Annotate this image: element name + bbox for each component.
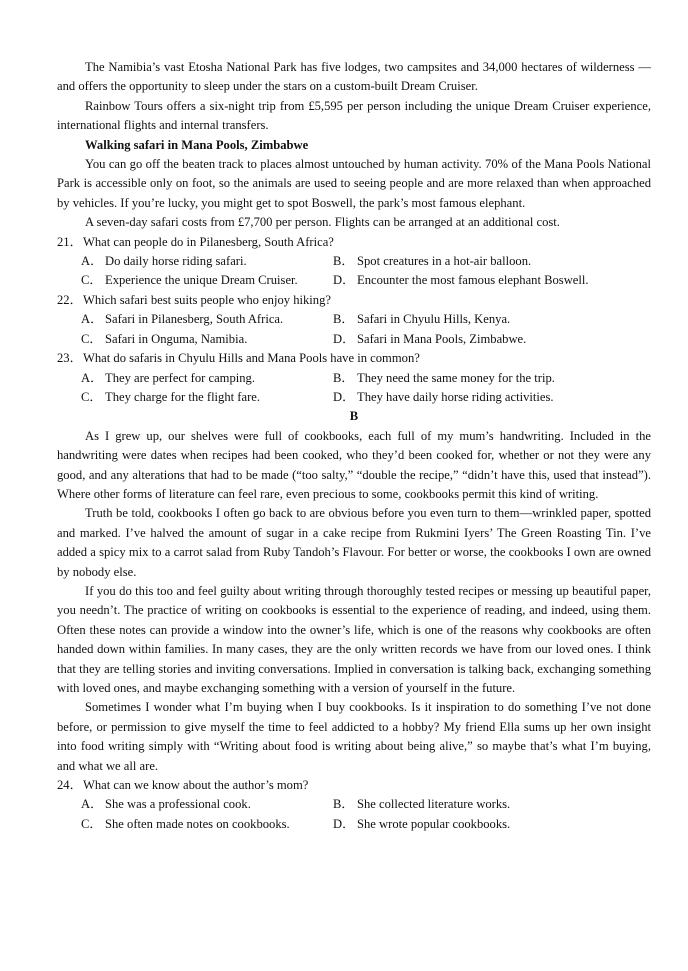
question-23-options	[57, 369, 651, 408]
option-letter: B．	[333, 370, 354, 385]
option-text: Encounter the most famous elephant Boswell.	[357, 273, 589, 288]
option-d	[333, 330, 651, 349]
option-a	[81, 252, 333, 271]
option-letter: C．	[81, 331, 102, 346]
option-letter: A．	[81, 312, 103, 327]
question-stem: What can we know about the author’s mom?	[83, 778, 309, 793]
option-letter: C．	[81, 816, 102, 831]
option-text: Spot creatures in a hot-air balloon.	[357, 254, 532, 269]
option-a	[81, 795, 333, 814]
option-letter: C．	[81, 273, 102, 288]
option-letter: D．	[333, 331, 355, 346]
option-a	[81, 369, 333, 388]
option-letter: B．	[333, 254, 354, 269]
option-letter: B．	[333, 312, 354, 327]
option-text: They have daily horse riding activities.	[357, 389, 554, 404]
option-text: Safari in Mana Pools, Zimbabwe.	[357, 331, 527, 346]
passage-b-paragraph: If you do this too and feel guilty about writing through thoroughly tested recipes or messing up beautiful paper, you needn’t. The practice of writing on cookbooks is essential to the experience of reading, and indeed, using them. Often these notes can provide a window into the owner’s life, which is one of the reasons why cookbooks are often handed down within families. In many cases, they are the only written records we have from our loved ones. I think that they are telling stories and inviting conversations. Implied in conversation is talking back, exchanging something with loved ones, and maybe exchanging something with a version of yourself in the future.	[57, 583, 651, 695]
option-letter: D．	[333, 389, 355, 404]
option-b	[333, 310, 651, 329]
question-21	[57, 233, 651, 252]
option-d	[333, 271, 651, 290]
question-stem: What do safaris in Chyulu Hills and Mana Pools have in common?	[83, 351, 420, 366]
option-letter: A．	[81, 797, 103, 812]
option-letter: D．	[333, 273, 355, 288]
question-stem: Which safari best suits people who enjoy hiking?	[83, 292, 331, 307]
section-heading: Walking safari in Mana Pools, Zimbabwe	[85, 137, 309, 152]
option-a	[81, 310, 333, 329]
question-number: 22．	[57, 292, 83, 307]
passage-b-paragraph: Sometimes I wonder what I’m buying when I buy cookbooks. Is it inspiration to do something I’ve not done before, or permission to give myself the time to feel addicted to a hobby? My friend Ella sums up her own insight into food writing simply with “Writing about food is writing about being alive,” so maybe that’s what I’m buying, and what we all are.	[57, 700, 651, 773]
passage-a-paragraph: A seven-day safari costs from £7,700 per person. Flights can be arranged at an additional cost.	[85, 215, 560, 230]
question-24-options	[57, 795, 651, 834]
passage-a-paragraph: The Namibia’s vast Etosha National Park has five lodges, two campsites and 34,000 hectares of wilderness — and offers the opportunity to sleep under the stars on a custom-built Dream Cruiser.	[57, 60, 651, 94]
option-text: Safari in Onguma, Namibia.	[105, 331, 248, 346]
option-text: They need the same money for the trip.	[357, 370, 555, 385]
exam-page	[57, 58, 651, 834]
question-number: 24．	[57, 778, 83, 793]
option-b	[333, 795, 651, 814]
option-text: Safari in Chyulu Hills, Kenya.	[357, 312, 511, 327]
option-text: She collected literature works.	[357, 797, 511, 812]
option-text: Do daily horse riding safari.	[105, 254, 247, 269]
option-c	[81, 330, 333, 349]
question-22	[57, 291, 651, 310]
option-text: They charge for the flight fare.	[105, 389, 261, 404]
option-text: She often made notes on cookbooks.	[105, 816, 290, 831]
option-b	[333, 369, 651, 388]
passage-b-paragraph: As I grew up, our shelves were full of cookbooks, each full of my mum’s handwriting. Included in the handwriting were dates when recipes had been cooked, who they’d been cooked for, whether or not they were any good, and any alterations that had to be made (“too salty,” “double the recipe,” “didn’t have this, used that instead”). Where other forms of literature can feel rare, even precious to some, cookbooks permit this kind of writing.	[57, 428, 651, 501]
question-24	[57, 776, 651, 795]
option-c	[81, 388, 333, 407]
question-stem: What can people do in Pilanesberg, South Africa?	[83, 234, 334, 249]
option-text: She was a professional cook.	[105, 797, 251, 812]
option-text: Safari in Pilanesberg, South Africa.	[105, 312, 284, 327]
option-text: She wrote popular cookbooks.	[357, 816, 511, 831]
option-letter: D．	[333, 816, 355, 831]
question-number: 21．	[57, 234, 83, 249]
option-text: Experience the unique Dream Cruiser.	[105, 273, 298, 288]
passage-a-paragraph: You can go off the beaten track to places almost untouched by human activity. 70% of the Mana Pools National Park is accessible only on foot, so the animals are used to seeing people and are more relaxed than when approached by vehicles. If you’re lucky, you might get to spot Boswell, the park’s most famous elephant.	[57, 157, 651, 210]
option-letter: A．	[81, 370, 103, 385]
question-21-options	[57, 252, 651, 291]
option-b	[333, 252, 651, 271]
option-text: They are perfect for camping.	[105, 370, 255, 385]
section-b-label: B	[349, 409, 359, 424]
option-c	[81, 815, 333, 834]
passage-a-paragraph: Rainbow Tours offers a six-night trip from £5,595 per person including the unique Dream Cruiser experience, international flights and internal transfers.	[57, 98, 651, 133]
option-letter: C．	[81, 389, 102, 404]
option-c	[81, 271, 333, 290]
passage-b-paragraph: Truth be told, cookbooks I often go back to are obvious before you even turn to them—wrinkled paper, spotted and marked. I’ve halved the amount of sugar in a cake recipe from Rukmini Iyers’ The Green Roasting Tin. I’ve added a spicy mix to a carrot salad from Ruby Tandoh’s Flavour. For better or worse, the cookbooks I own are owned by nobody else.	[57, 506, 651, 579]
question-number: 23．	[57, 351, 83, 366]
option-letter: B．	[333, 797, 354, 812]
option-d	[333, 815, 651, 834]
option-d	[333, 388, 651, 407]
question-22-options	[57, 310, 651, 349]
question-23	[57, 349, 651, 368]
option-letter: A．	[81, 254, 103, 269]
